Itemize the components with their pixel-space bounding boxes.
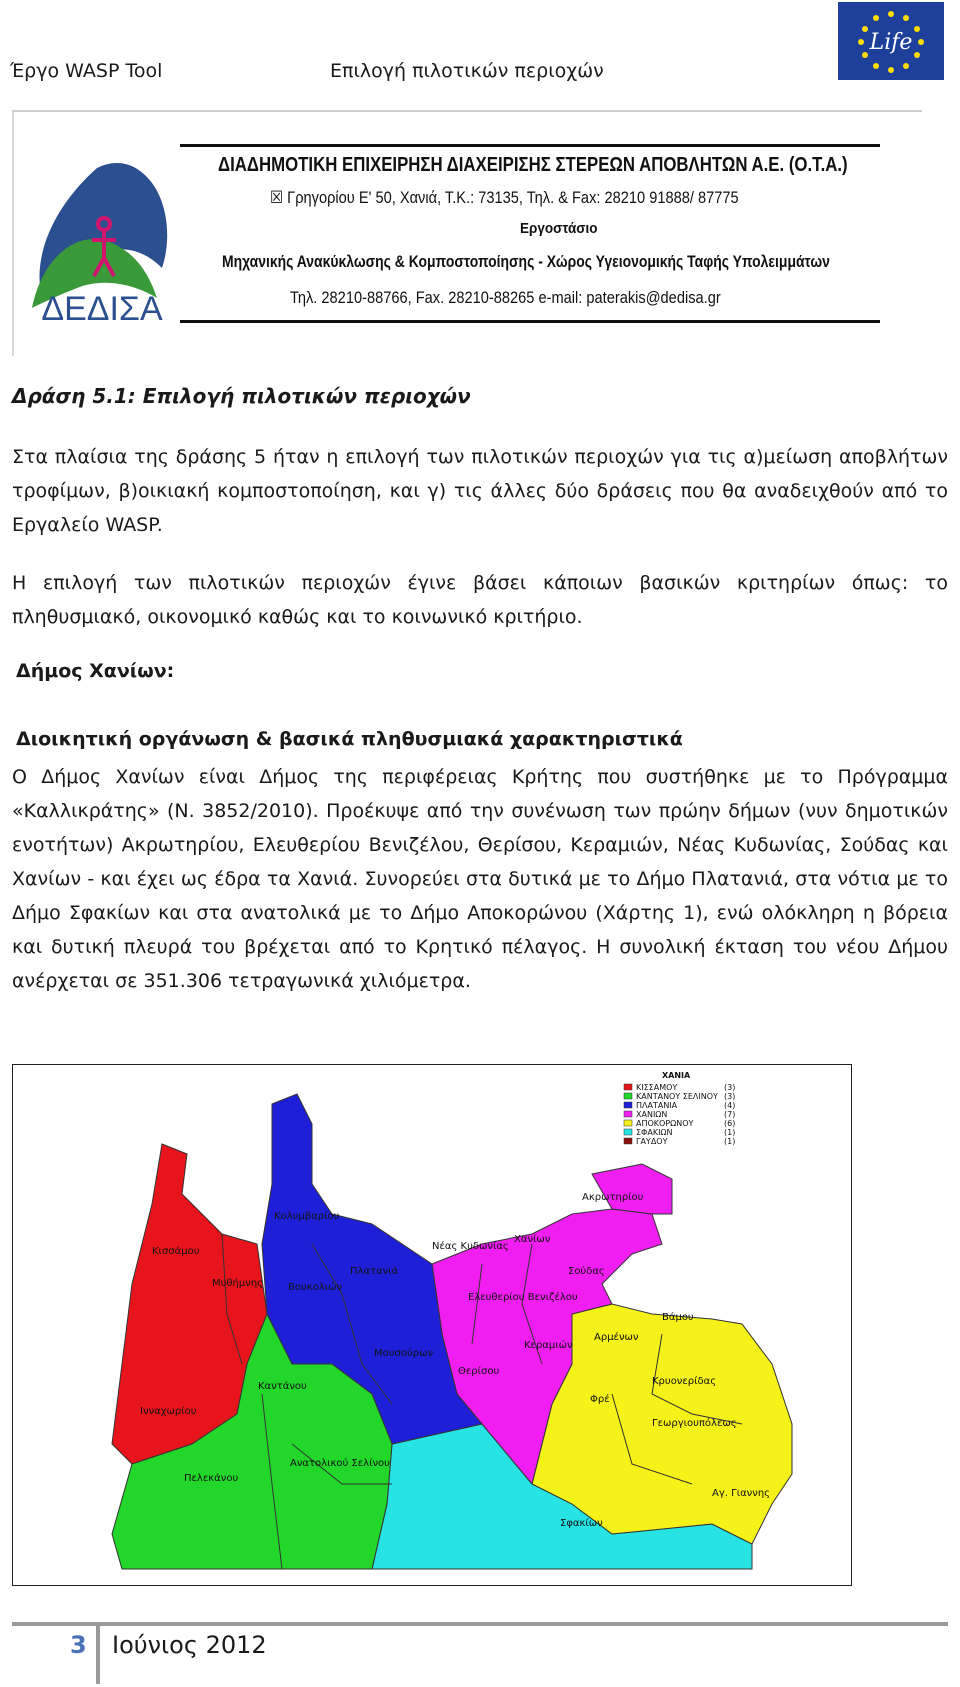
legend-label: ΓΑΥΔΟΥ <box>636 1137 668 1146</box>
page-number: 3 <box>70 1631 87 1659</box>
label-soudas: Σούδας <box>568 1266 605 1277</box>
municipality-heading: Δήμος Χανίων: <box>16 660 175 682</box>
map-title: ΧΑΝΙΑ <box>662 1071 691 1080</box>
label-krionerianon: Κρυονερίδας <box>652 1376 717 1387</box>
label-kantanou: Καντάνου <box>258 1381 307 1392</box>
label-neas-kydonias: Νέας Κυδωνίας <box>432 1241 509 1252</box>
label-therisou: Θερίσου <box>458 1366 500 1377</box>
legend-count: (3) <box>724 1092 736 1101</box>
section-title: Δράση 5.1: Επιλογή πιλοτικών περιοχών <box>12 384 471 408</box>
legend-label: ΑΠΟΚΟΡΩΝΟΥ <box>636 1119 694 1128</box>
legend-label: ΧΑΝΙΩΝ <box>636 1110 668 1119</box>
eu-life-logo <box>838 2 944 80</box>
banner-plant: Μηχανικής Ανακύκλωσης & Κομποστοποίησης - Χώρος Υγειονομικής Ταφής Υπολειμμάτων <box>222 252 830 271</box>
label-pelekanou: Πελεκάνου <box>184 1473 239 1484</box>
banner-top-rule <box>180 144 880 147</box>
label-mythimnis: Μυθήμνης <box>212 1278 264 1289</box>
label-mousouron: Μουσούρων <box>374 1348 434 1359</box>
paragraph-criteria: Η επιλογή των πιλοτικών περιοχών έγινε βάσει κάποιων βασικών κριτηρίων όπως: το πληθυσμιακό, οικονομικό καθώς και το κοινωνικό κριτήριο. <box>12 572 948 628</box>
banner-contact: Τηλ. 28210-88766, Fax. 28210-88265 e-mail: paterakis@dedisa.gr <box>290 288 721 307</box>
banner-company: ΔΙΑΔΗΜΟΤΙΚΗ ΕΠΙΧΕΙΡΗΣΗ ΔΙΑΧΕΙΡΙΣΗΣ ΣΤΕΡΕΩΝ ΑΠΟΒΛΗΤΩΝ Α.Ε. (Ο.Τ.Α.) <box>218 154 848 176</box>
label-vamou: Βάμου <box>662 1312 694 1323</box>
paragraph-municipality: Ο Δήμος Χανίων είναι Δήμος της περιφέρειας Κρήτης που συστήθηκε με το Πρόγραμμα «Καλλικράτης» (Ν. 3852/2010). Προέκυψε από την συνένωση των πρώην δήμων (νυν δημοτικών ενοτήτων) Ακρωτηρίου, Ελευθερίου Βενιζέλου, Θερίσου, Κεραμιών, Νέας Κυδωνίας, Σούδας και Χανίων - και έχει ως έδρα τα Χανιά. Συνορεύει στα δυτικά με το Δήμο Πλατανιά, στα νότια με το Δήμο Σφακίων και στα ανατολικά με το Δήμο Αποκορώνου (Χάρτης 1), ενώ ολόκληρη η βόρεια και δυτική πλευρά του βρέχεται από το Κρητικό πέλαγος. Η συνολική έκταση του νέου Δήμου ανέρχεται σε 351.306 τετραγωνικά χιλιόμετρα. <box>12 766 948 992</box>
label-platanias: Πλατανιά <box>350 1266 399 1277</box>
legend-label: ΚΙΣΣΑΜΟΥ <box>636 1083 678 1092</box>
chania-map <box>12 1064 852 1586</box>
label-akrotiriou: Ακρωτηρίου <box>582 1192 644 1203</box>
header-rule <box>12 110 922 112</box>
legend-count: (7) <box>724 1110 736 1119</box>
header-project: Έργο WASP Tool <box>10 60 163 82</box>
legend-count: (4) <box>724 1101 736 1110</box>
label-armenon: Αρμένων <box>594 1332 639 1343</box>
legend-count: (6) <box>724 1119 736 1128</box>
footer-bar <box>96 1626 100 1684</box>
legend-swatch <box>624 1093 632 1099</box>
banner-text <box>180 140 890 330</box>
legend-label: ΠΛΑΤΑΝΙΑ <box>636 1101 678 1110</box>
banner-factory: Εργοστάσιο <box>520 220 598 237</box>
label-chanion: Χανίων <box>514 1234 551 1245</box>
banner-bottom-rule <box>180 320 880 323</box>
legend-count: (3) <box>724 1083 736 1092</box>
legend-swatch <box>624 1084 632 1090</box>
banner-address: ☒ Γρηγορίου Ε' 50, Χανιά, Τ.Κ.: 73135, Τηλ. & Fax: 28210 91888/ 87775 <box>270 188 739 207</box>
legend-swatch <box>624 1138 632 1144</box>
footer-rule <box>12 1622 948 1626</box>
legend-label: ΣΦΑΚΙΩΝ <box>636 1128 673 1137</box>
legend-swatch <box>624 1120 632 1126</box>
legend-count: (1) <box>724 1137 736 1146</box>
label-fres: Φρέ <box>590 1394 610 1405</box>
label-georgioupolis: Γεωργιουπόλεως <box>652 1418 737 1429</box>
legend-swatch <box>624 1102 632 1108</box>
legend-swatch <box>624 1129 632 1135</box>
dedisa-logo <box>22 148 182 328</box>
label-agios-ioannis: Αγ. Γιαννης <box>712 1488 771 1499</box>
label-kolymvariou: Κολυμβαρίου <box>274 1211 340 1222</box>
banner-side-rule <box>12 112 14 356</box>
label-voukolion: Βουκολιών <box>288 1282 343 1293</box>
label-eleftheriou: Ελευθερίου Βενιζέλου <box>468 1292 578 1303</box>
label-innachoriou: Ινναχωρίου <box>140 1406 197 1417</box>
paragraph-intro: Στα πλαίσια της δράσης 5 ήταν η επιλογή των πιλοτικών περιοχών για τις α)μείωση αποβλήτων τροφίμων, β)οικιακή κομποστοποίηση, και γ) τις άλλες δύο δράσεις που θα αναδειχθούν από το Εργαλείο WASP. <box>12 446 948 536</box>
legend-count: (1) <box>724 1128 736 1137</box>
legend-swatch <box>624 1111 632 1117</box>
label-kissamou: Κισσάμου <box>152 1246 200 1257</box>
svg-text:Life: Life <box>869 30 913 55</box>
page-date: Ιούνιος 2012 <box>112 1631 267 1659</box>
label-keramion: Κεραμιών <box>524 1340 573 1351</box>
header-doc-title: Επιλογή πιλοτικών περιοχών <box>330 60 604 82</box>
legend-label: ΚΑΝΤΑΝΟΥ ΣΕΛΙΝΟΥ <box>636 1092 718 1101</box>
label-anatolikou-selinou: Ανατολικού Σελίνου <box>290 1458 390 1469</box>
subsection-heading: Διοικητική οργάνωση & βασικά πληθυσμιακά χαρακτηριστικά <box>16 728 683 750</box>
label-sfakion: Σφακίων <box>560 1518 603 1529</box>
svg-text:ΔΕΔΙΣΑ: ΔΕΔΙΣΑ <box>41 290 163 328</box>
